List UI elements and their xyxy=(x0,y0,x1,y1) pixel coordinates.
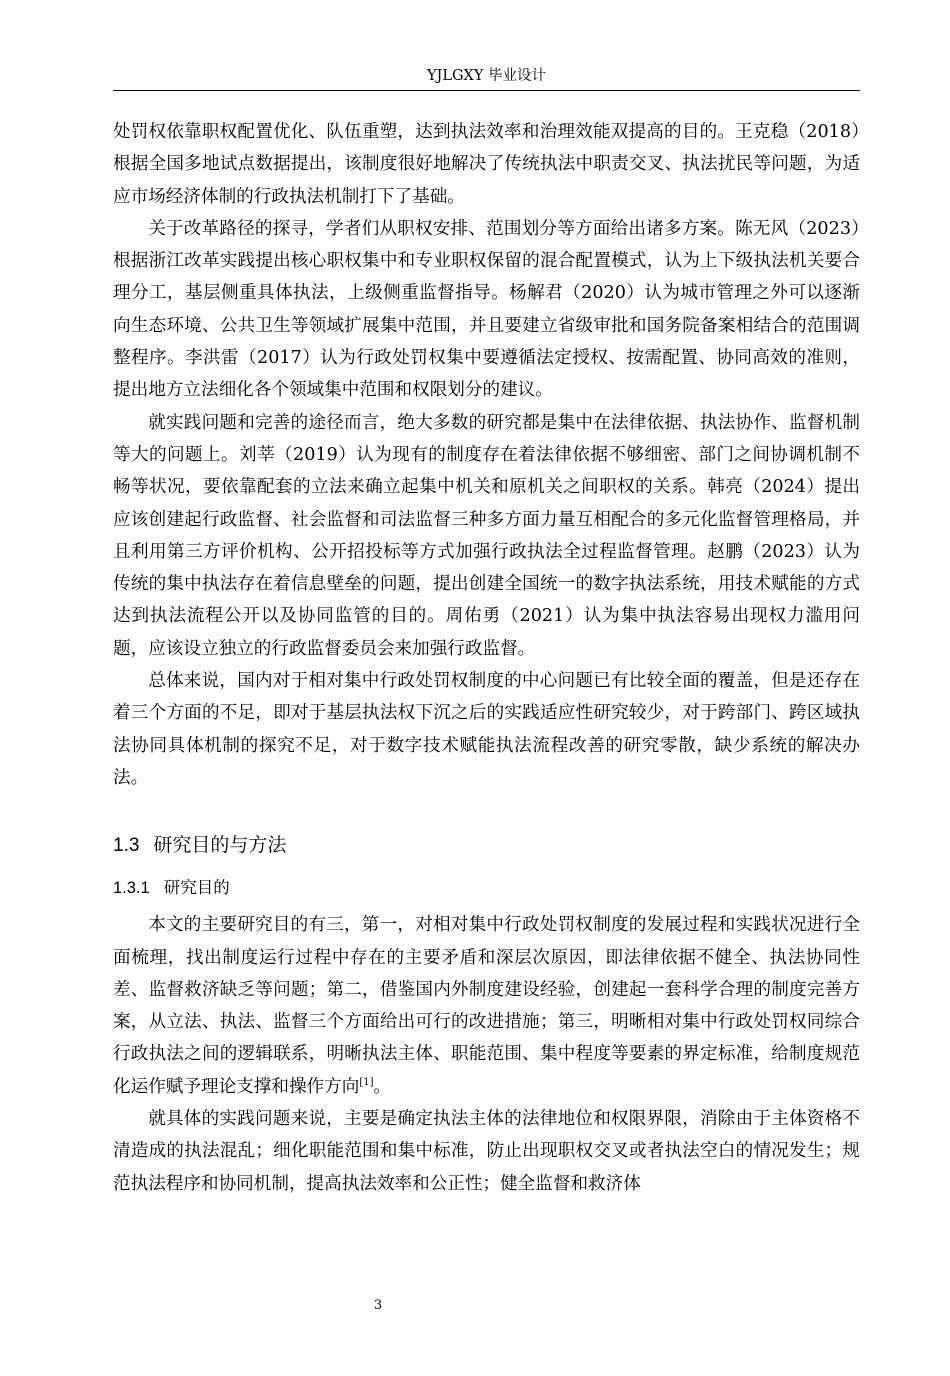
header-title: YJLGXY 毕业设计 xyxy=(426,68,547,84)
subsection-title: 研究目的 xyxy=(163,878,230,898)
paragraph-research-purpose-text: 本文的主要研究目的有三，第一，对相对集中行政处罚权制度的发展过程和实践状况进行全面梳理，找出制度运行过程中存在的主要矛盾和深层次原因，即法律依据不健全、执法协同性差、监督救济缺乏等问题；第二，借鉴国内外制度建设经验，创建起一套科学合理的制度完善方案，从立法、执法、监督三个方面给出可行的改进措施；第三，明晰相对集中行政处罚权同综合行政执法之间的逻辑联系，明晰执法主体、职能范围、集中程度等要素的界定标准，给制度规范化运作赋予理论支撑和操作方向 xyxy=(113,915,860,1097)
paragraph-continued: 处罚权依靠职权配置优化、队伍重塑，达到执法效率和治理效能双提高的目的。王克稳（2018）根据全国多地试点数据提出，该制度很好地解决了传统执法中职责交叉、执法扰民等问题，为适应市场经济体制的行政执法机制打下了基础。 xyxy=(113,122,860,207)
paragraph-research-purpose xyxy=(113,909,860,1103)
section-heading xyxy=(113,831,860,860)
paragraph-reform-path: 关于改革路径的探寻，学者们从职权安排、范围划分等方面给出诸多方案。陈无风（2023）根据浙江改革实践提出核心职权集中和专业职权保留的混合配置模式，认为上下级执法机关要合理分工，基层侧重具体执法，上级侧重监督指导。杨解君（2020）认为城市管理之外可以逐渐向生态环境、公共卫生等领域扩展集中范围，并且要建立省级审批和国务院备案相结合的范围调整程序。李洪雷（2017）认为行政处罚权集中要遵循法定授权、按需配置、协同高效的准则，提出地方立法细化各个领域集中范围和权限划分的建议。 xyxy=(113,218,860,401)
document-body xyxy=(113,116,860,1200)
subsection-heading xyxy=(113,874,860,902)
paragraph-practice-issues: 就实践问题和完善的途径而言，绝大多数的研究都是集中在法律依据、执法协作、监督机制等大的问题上。刘莘（2019）认为现有的制度存在着法律依据不够细密、部门之间协调机制不畅等状况，要依靠配套的立法来确立起集中机关和原机关之间职权的关系。韩亮（2024）提出应该创建起行政监督、社会监督和司法监督三种多方面力量互相配合的多元化监督管理格局，并且利用第三方评价机构、公开招投标等方式加强行政执法全过程监督管理。赵鹏（2023）认为传统的集中执法存在着信息壁垒的问题，提出创建全国统一的数字执法系统，用技术赋能的方式达到执法流程公开以及协同监管的目的。周佑勇（2021）认为集中执法容易出现权力滥用问题，应该设立独立的行政监督委员会来加强行政监督。 xyxy=(113,412,860,659)
paragraph-summary: 总体来说，国内对于相对集中行政处罚权制度的中心问题已有比较全面的覆盖，但是还存在着三个方面的不足，即对于基层执法权下沉之后的实践适应性研究较少，对于跨部门、跨区域执法协同具体机制的探究不足，对于数字技术赋能执法流程改善的研究零散，缺少系统的解决办法。 xyxy=(113,671,860,788)
page-number: 3 xyxy=(373,1298,383,1313)
paragraph-research-purpose-end: 。 xyxy=(373,1076,392,1097)
subsection-number: 1.3.1 xyxy=(113,879,150,898)
section-title: 研究目的与方法 xyxy=(153,834,287,857)
paragraph-practical-problems: 就具体的实践问题来说，主要是确定执法主体的法律地位和权限界限，消除由于主体资格不清造成的执法混乱；细化职能范围和集中标准，防止出现职权交叉或者执法空白的情况发生；规范执法程序和协同机制，提高执法效率和公正性；健全监督和救济体 xyxy=(113,1109,860,1194)
page-header xyxy=(113,66,860,91)
citation-marker: [1] xyxy=(359,1076,374,1088)
section-number: 1.3 xyxy=(113,835,140,857)
